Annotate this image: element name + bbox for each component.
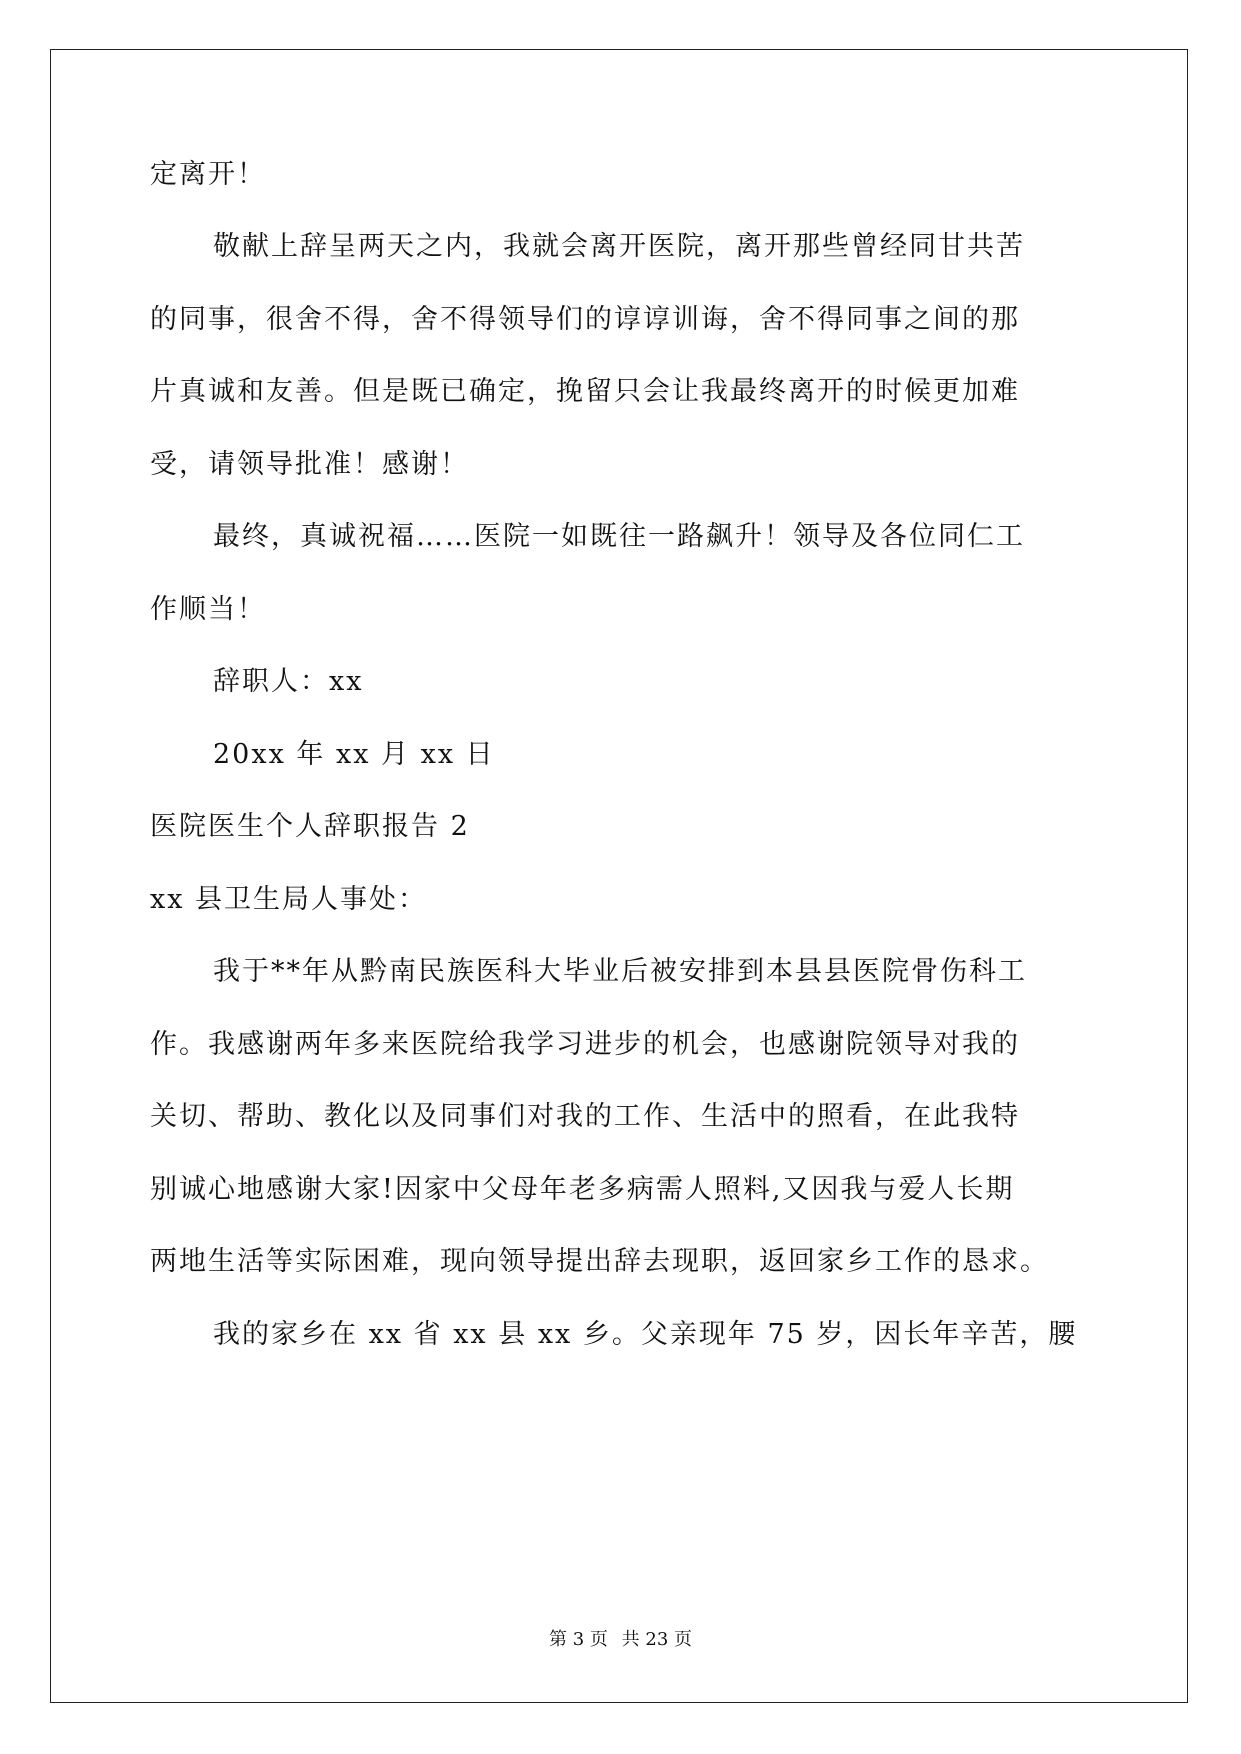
text-line: 敬献上辞呈两天之内，我就会离开医院，离开那些曾经同甘共苦 xyxy=(213,231,1025,262)
section-heading: 医院医生个人辞职报告 2 xyxy=(150,811,470,842)
text-line: 两地生活等实际困难，现向领导提出辞去现职，返回家乡工作的恳求。 xyxy=(150,1246,1049,1277)
signature-line: 辞职人：xx xyxy=(213,666,364,697)
salutation-line: xx 县卫生局人事处： xyxy=(150,884,428,915)
page-number: 第 3 页 xyxy=(549,1629,608,1650)
text-line: 我于**年从黔南民族医科大毕业后被安排到本县县医院骨伤科工 xyxy=(213,956,1027,987)
text-line: 受，请领导批准！感谢！ xyxy=(150,449,469,480)
text-line: 作。我感谢两年多来医院给我学习进步的机会，也感谢院领导对我的 xyxy=(150,1029,1020,1060)
text-line: 我的家乡在 xx 省 xx 县 xx 乡。父亲现年 75 岁，因长年辛苦，腰 xyxy=(213,1319,1078,1350)
document-page xyxy=(50,49,1188,1703)
page-total: 共 23 页 xyxy=(621,1629,692,1650)
date-line: 20xx 年 xx 月 xx 日 xyxy=(213,739,495,770)
text-line: 片真诚和友善。但是既已确定，挽留只会让我最终离开的时候更加难 xyxy=(150,376,1020,407)
text-line: 的同事，很舍不得，舍不得领导们的谆谆训诲，舍不得同事之间的那 xyxy=(150,304,1020,335)
page-footer xyxy=(0,1625,1241,1651)
text-line: 关切、帮助、教化以及同事们对我的工作、生活中的照看，在此我特 xyxy=(150,1101,1020,1132)
text-line: 别诚心地感谢大家!因家中父母年老多病需人照料,又因我与爱人长期 xyxy=(150,1174,1015,1205)
text-line: 定离开！ xyxy=(150,159,266,190)
text-line: 最终，真诚祝福……医院一如既往一路飙升！领导及各位同仁工 xyxy=(213,521,1025,552)
text-line: 作顺当！ xyxy=(150,594,266,625)
